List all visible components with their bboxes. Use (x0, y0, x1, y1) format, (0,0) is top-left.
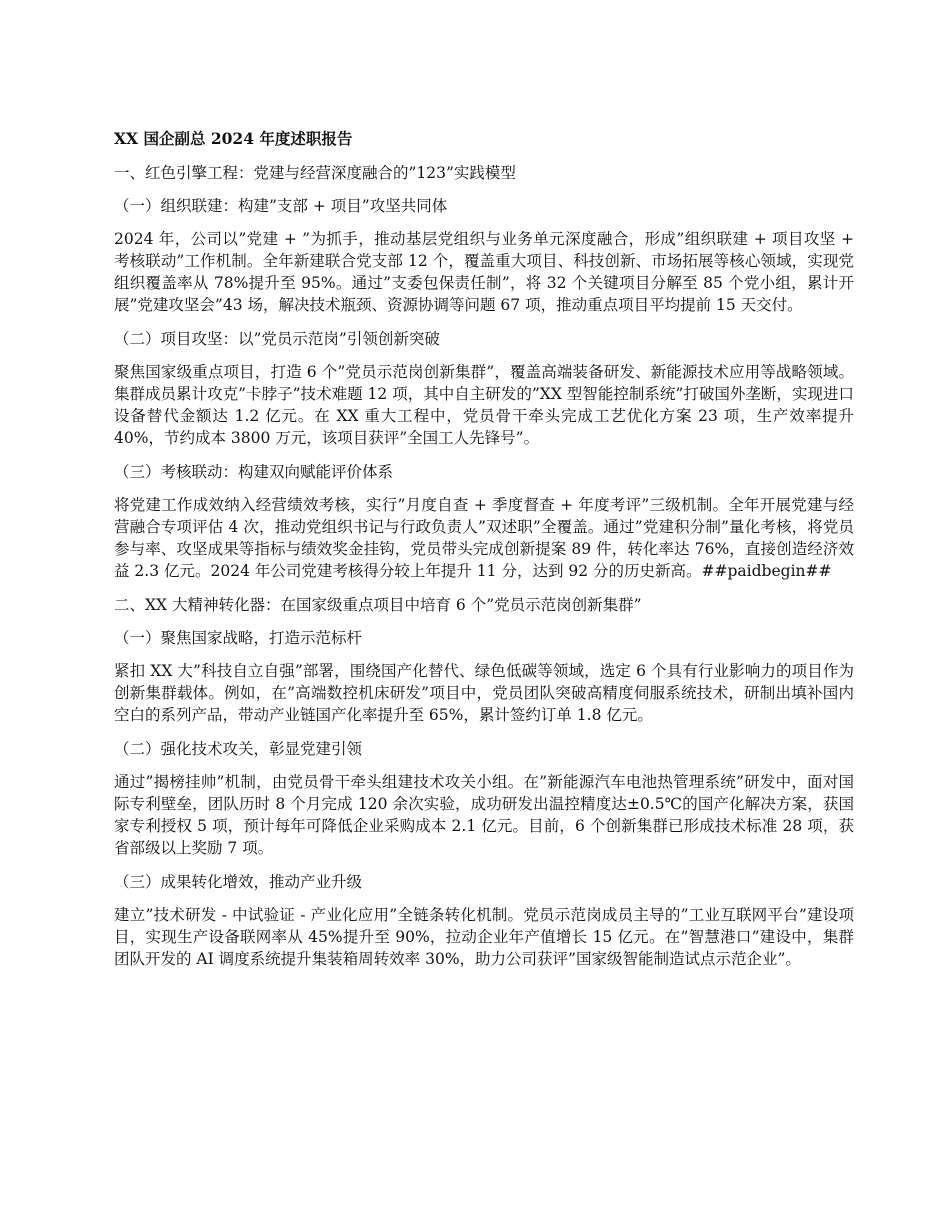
section-1-heading: 一、红色引擎工程：党建与经营深度融合的”123”实践模型 (114, 164, 516, 182)
section-1-subheading-1: （一）组织联建：构建”支部 + 项目”攻坚共同体 (114, 197, 448, 215)
section-2-paragraph-3: 建立”技术研发 - 中试验证 - 产业化应用”全链条转化机制。党员示范岗成员主导的”工业互联网平台”建设项目，实现生产设备联网率从 45%提升至 90%，拉动企业年产值增长 15 亿元。在”智慧港口”建设中，集群团队开发的 AI 调度系统提升集装箱周转效率 30%，助力公司获评”国家级智能制造试点示范企业”。 (114, 906, 854, 968)
section-2-paragraph-2: 通过”揭榜挂帅”机制，由党员骨干牵头组建技术攻关小组。在”新能源汽车电池热管理系统”研发中，面对国际专利壁垒，团队历时 8 个月完成 120 余次实验，成功研发出温控精度达±0.5℃的国产化解决方案，获国家专利授权 5 项，预计每年可降低企业采购成本 2.1 亿元。目前，6 个创新集群已形成技术标准 28 项，获省部级以上奖励 7 项。 (114, 773, 854, 857)
document-title: XX 国企副总 2024 年度述职报告 (114, 129, 353, 148)
section-2-subheading-1: （一）聚焦国家战略，打造示范标杆 (114, 629, 363, 647)
section-1-paragraph-2: 聚焦国家级重点项目，打造 6 个”党员示范岗创新集群”，覆盖高端装备研发、新能源技术应用等战略领域。集群成员累计攻克”卡脖子”技术难题 12 项，其中自主研发的”XX 型智能控制系统”打破国外垄断，实现进口设备替代金额达 1.2 亿元。在 XX 重大工程中，党员骨干牵头完成工艺优化方案 23 项，生产效率提升 40%，节约成本 3800 万元，该项目获评”全国工人先锋号”。 (114, 363, 854, 447)
section-1-paragraph-3: 将党建工作成效纳入经营绩效考核，实行”月度自查 + 季度督查 + 年度考评”三级机制。全年开展党建与经营融合专项评估 4 次，推动党组织书记与行政负责人”双述职”全覆盖。通过”党建积分制”量化考核，将党员参与率、攻坚成果等指标与绩效奖金挂钩，党员带头完成创新提案 89 件，转化率达 76%，直接创造经济效益 2.3 亿元。2024 年公司党建考核得分较上年提升 11 分，达到 92 分的历史新高。##paidbegin## (114, 496, 854, 580)
section-1-subheading-2: （二）项目攻坚：以”党员示范岗”引领创新突破 (114, 330, 440, 348)
section-2-subheading-2: （二）强化技术攻关，彰显党建引领 (114, 740, 363, 758)
section-1-paragraph-1: 2024 年，公司以”党建 + ”为抓手，推动基层党组织与业务单元深度融合，形成”组织联建 + 项目攻坚 + 考核联动”工作机制。全年新建联合党支部 12 个，覆盖重大项目、科技创新、市场拓展等核心领域，实现党组织覆盖率从 78%提升至 95%。通过”支委包保责任制”，将 32 个关键项目分解至 85 个党小组，累计开展”党建攻坚会”43 场，解决技术瓶颈、资源协调等问题 67 项，推动重点项目平均提前 15 天交付。 (114, 230, 854, 314)
section-2-subheading-3: （三）成果转化增效，推动产业升级 (114, 873, 363, 891)
section-2-heading: 二、XX 大精神转化器：在国家级重点项目中培育 6 个”党员示范岗创新集群” (114, 596, 642, 614)
section-1-subheading-3: （三）考核联动：构建双向赋能评价体系 (114, 463, 394, 481)
section-2-paragraph-1: 紧扣 XX 大”科技自立自强”部署，围绕国产化替代、绿色低碳等领域，选定 6 个具有行业影响力的项目作为创新集群载体。例如，在”高端数控机床研发”项目中，党员团队突破高精度伺服系统技术，研制出填补国内空白的系列产品，带动产业链国产化率提升至 65%，累计签约订单 1.8 亿元。 (114, 662, 854, 724)
document-page (114, 128, 854, 982)
